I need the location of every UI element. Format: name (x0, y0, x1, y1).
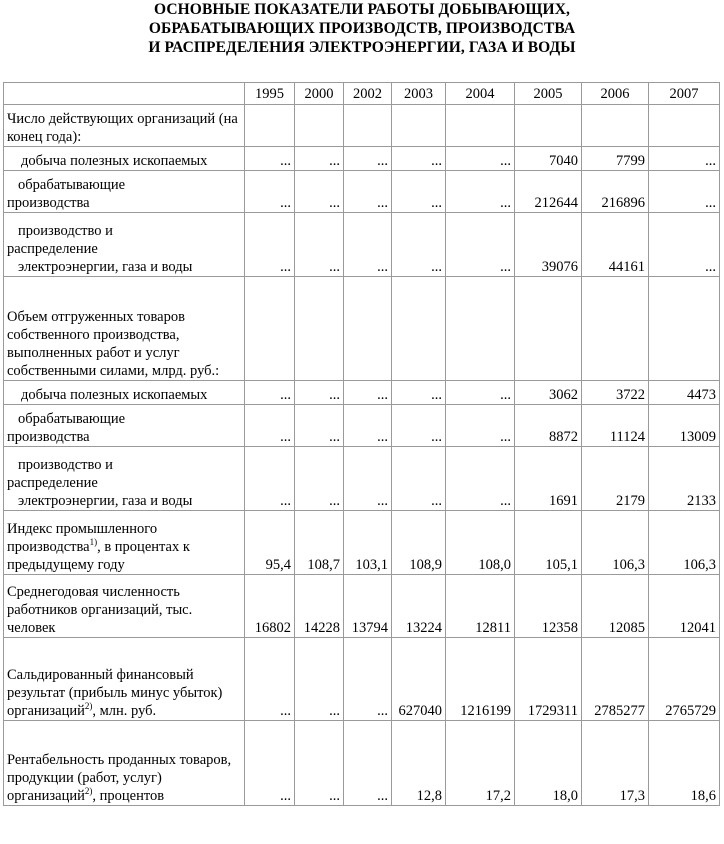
table-cell: ... (649, 213, 720, 277)
row-label-text: добыча полезных ископаемых (21, 153, 208, 169)
table-cell: ... (295, 447, 344, 511)
table-cell: ... (392, 381, 446, 405)
table-cell: ... (245, 447, 295, 511)
row-label-text: распределение (7, 241, 98, 257)
table-cell: 216896 (582, 171, 649, 213)
table-cell: 7040 (515, 147, 582, 171)
row-label-text: распределение (7, 475, 98, 491)
table-cell: 3062 (515, 381, 582, 405)
table-cell: ... (295, 721, 344, 806)
table-cell: 12811 (446, 575, 515, 638)
row-label-text: , процентов (92, 788, 165, 804)
table-cell: ... (392, 147, 446, 171)
table-cell: ... (245, 171, 295, 213)
year-header: 2005 (515, 83, 582, 105)
table-cell: 1729311 (515, 638, 582, 721)
table-cell: ... (245, 721, 295, 806)
table-cell: 11124 (582, 405, 649, 447)
table-cell: ... (295, 638, 344, 721)
table-cell: 106,3 (582, 511, 649, 575)
table-cell (295, 105, 344, 147)
footnote-marker: 1) (89, 537, 98, 548)
table-cell: ... (446, 147, 515, 171)
table-cell: ... (649, 147, 720, 171)
table-cell: ... (344, 213, 392, 277)
row-label-text: электроэнергии, газа и воды (18, 493, 193, 509)
row-label-text: обрабатывающие (18, 177, 126, 193)
indicators-table (3, 82, 720, 806)
table-cell (245, 105, 295, 147)
table-cell: 2179 (582, 447, 649, 511)
row-label (4, 447, 245, 511)
row-label-text: производства (7, 195, 90, 211)
table-cell: 8872 (515, 405, 582, 447)
table-cell: ... (344, 147, 392, 171)
row-label-text: обрабатывающие (18, 411, 126, 427)
table-cell: 4473 (649, 381, 720, 405)
row-label-text: Сальдированный финансовый результат (прибыль минус убыток) организаций (7, 667, 223, 719)
table-row (4, 147, 720, 171)
table-row (4, 447, 720, 511)
table-cell: ... (446, 171, 515, 213)
table-cell (245, 277, 295, 381)
header-corner-cell (4, 83, 245, 105)
table-cell (344, 105, 392, 147)
table-cell: 7799 (582, 147, 649, 171)
row-label (4, 405, 245, 447)
table-row (4, 277, 720, 381)
row-label (4, 511, 245, 575)
table-row (4, 575, 720, 638)
table-cell: 1216199 (446, 638, 515, 721)
table-cell: ... (446, 213, 515, 277)
table-cell: 105,1 (515, 511, 582, 575)
table-cell: ... (344, 721, 392, 806)
table-row (4, 405, 720, 447)
table-cell: 44161 (582, 213, 649, 277)
row-label-text: производства (7, 429, 90, 445)
table-cell: ... (245, 147, 295, 171)
table-row (4, 213, 720, 277)
table-cell: 103,1 (344, 511, 392, 575)
title-line: ОСНОВНЫЕ ПОКАЗАТЕЛИ РАБОТЫ ДОБЫВАЮЩИХ, (154, 1, 570, 18)
table-cell (582, 105, 649, 147)
title-line: И РАСПРЕДЕЛЕНИЯ ЭЛЕКТРОЭНЕРГИИ, ГАЗА И ВОДЫ (148, 39, 576, 56)
row-label (4, 147, 245, 171)
table-cell: ... (392, 447, 446, 511)
table-cell: ... (392, 405, 446, 447)
row-label (4, 171, 245, 213)
table-cell: 13794 (344, 575, 392, 638)
table-cell: 13009 (649, 405, 720, 447)
title-line: ОБРАБАТЫВАЮЩИХ ПРОИЗВОДСТВ, ПРОИЗВОДСТВА (148, 20, 576, 37)
table-cell (446, 277, 515, 381)
row-label-text: Рентабельность проданных товаров, продукции (работ, услуг) организаций (7, 752, 232, 804)
table-cell: ... (344, 381, 392, 405)
table-cell: ... (392, 171, 446, 213)
row-label-text: , млн. руб. (92, 703, 157, 719)
table-cell (295, 277, 344, 381)
row-label: Объем отгруженных товаров собственного производства, выполненных работ и услуг собственными силами, млрд. руб.: (4, 277, 245, 381)
row-label-text: , в процентах к предыдущему году (7, 539, 190, 573)
table-cell: 95,4 (245, 511, 295, 575)
row-label (4, 213, 245, 277)
table-cell: 3722 (582, 381, 649, 405)
table-cell: 627040 (392, 638, 446, 721)
row-label-text: электроэнергии, газа и воды (18, 259, 193, 275)
table-cell: ... (245, 213, 295, 277)
table-cell: 14228 (295, 575, 344, 638)
table-row (4, 171, 720, 213)
table-cell: 108,0 (446, 511, 515, 575)
table-cell: ... (295, 147, 344, 171)
table-cell: ... (295, 405, 344, 447)
table-cell: ... (295, 381, 344, 405)
table-cell: ... (344, 638, 392, 721)
table-cell: 17,2 (446, 721, 515, 806)
table-cell: ... (446, 405, 515, 447)
table-cell: 1691 (515, 447, 582, 511)
table-cell: ... (446, 447, 515, 511)
table-cell: ... (649, 171, 720, 213)
table-cell: 12358 (515, 575, 582, 638)
year-header: 2007 (649, 83, 720, 105)
table-cell (392, 105, 446, 147)
table-row (4, 721, 720, 806)
table-cell: ... (245, 638, 295, 721)
table-cell: 16802 (245, 575, 295, 638)
table-cell: 212644 (515, 171, 582, 213)
table-cell: ... (344, 447, 392, 511)
table-cell: 2765729 (649, 638, 720, 721)
year-header: 2004 (446, 83, 515, 105)
table-cell: 18,0 (515, 721, 582, 806)
table-cell: 39076 (515, 213, 582, 277)
table-cell (649, 105, 720, 147)
row-label: Среднегодовая численность работников организаций, тыс. человек (4, 575, 245, 638)
table-cell: 2785277 (582, 638, 649, 721)
document-title (0, 0, 724, 57)
table-cell: ... (344, 405, 392, 447)
table-cell: ... (295, 213, 344, 277)
year-header: 2003 (392, 83, 446, 105)
row-label-text: производство и (18, 457, 113, 473)
table-cell (446, 105, 515, 147)
year-header: 2002 (344, 83, 392, 105)
row-label-text: производство и (18, 223, 113, 239)
table-cell: 12085 (582, 575, 649, 638)
table-cell: 17,3 (582, 721, 649, 806)
table-cell (649, 277, 720, 381)
row-label-text: Индекс промышленного производства (7, 521, 158, 555)
table-cell (515, 105, 582, 147)
table-cell: 106,3 (649, 511, 720, 575)
table-cell: ... (344, 171, 392, 213)
table-cell (582, 277, 649, 381)
row-label (4, 381, 245, 405)
table-cell: 12,8 (392, 721, 446, 806)
table-cell: 12041 (649, 575, 720, 638)
year-header: 2006 (582, 83, 649, 105)
table-cell: 2133 (649, 447, 720, 511)
table-cell: ... (295, 171, 344, 213)
footnote-marker: 2) (84, 786, 93, 797)
table-cell: ... (245, 405, 295, 447)
footnote-marker: 2) (84, 701, 93, 712)
row-label (4, 638, 245, 721)
table-cell: ... (392, 213, 446, 277)
row-label: Число действующих организаций (на конец года): (4, 105, 245, 147)
table-cell (515, 277, 582, 381)
table-row (4, 511, 720, 575)
header-row (4, 83, 720, 105)
year-header: 2000 (295, 83, 344, 105)
table-row (4, 105, 720, 147)
table-cell: ... (245, 381, 295, 405)
row-label (4, 721, 245, 806)
table-cell (344, 277, 392, 381)
table-row (4, 638, 720, 721)
table-cell: 13224 (392, 575, 446, 638)
table-row (4, 381, 720, 405)
table-cell: 108,9 (392, 511, 446, 575)
table-cell: 108,7 (295, 511, 344, 575)
table-cell: ... (446, 381, 515, 405)
table-cell: 18,6 (649, 721, 720, 806)
year-header: 1995 (245, 83, 295, 105)
row-label-text: добыча полезных ископаемых (21, 387, 208, 403)
table-cell (392, 277, 446, 381)
